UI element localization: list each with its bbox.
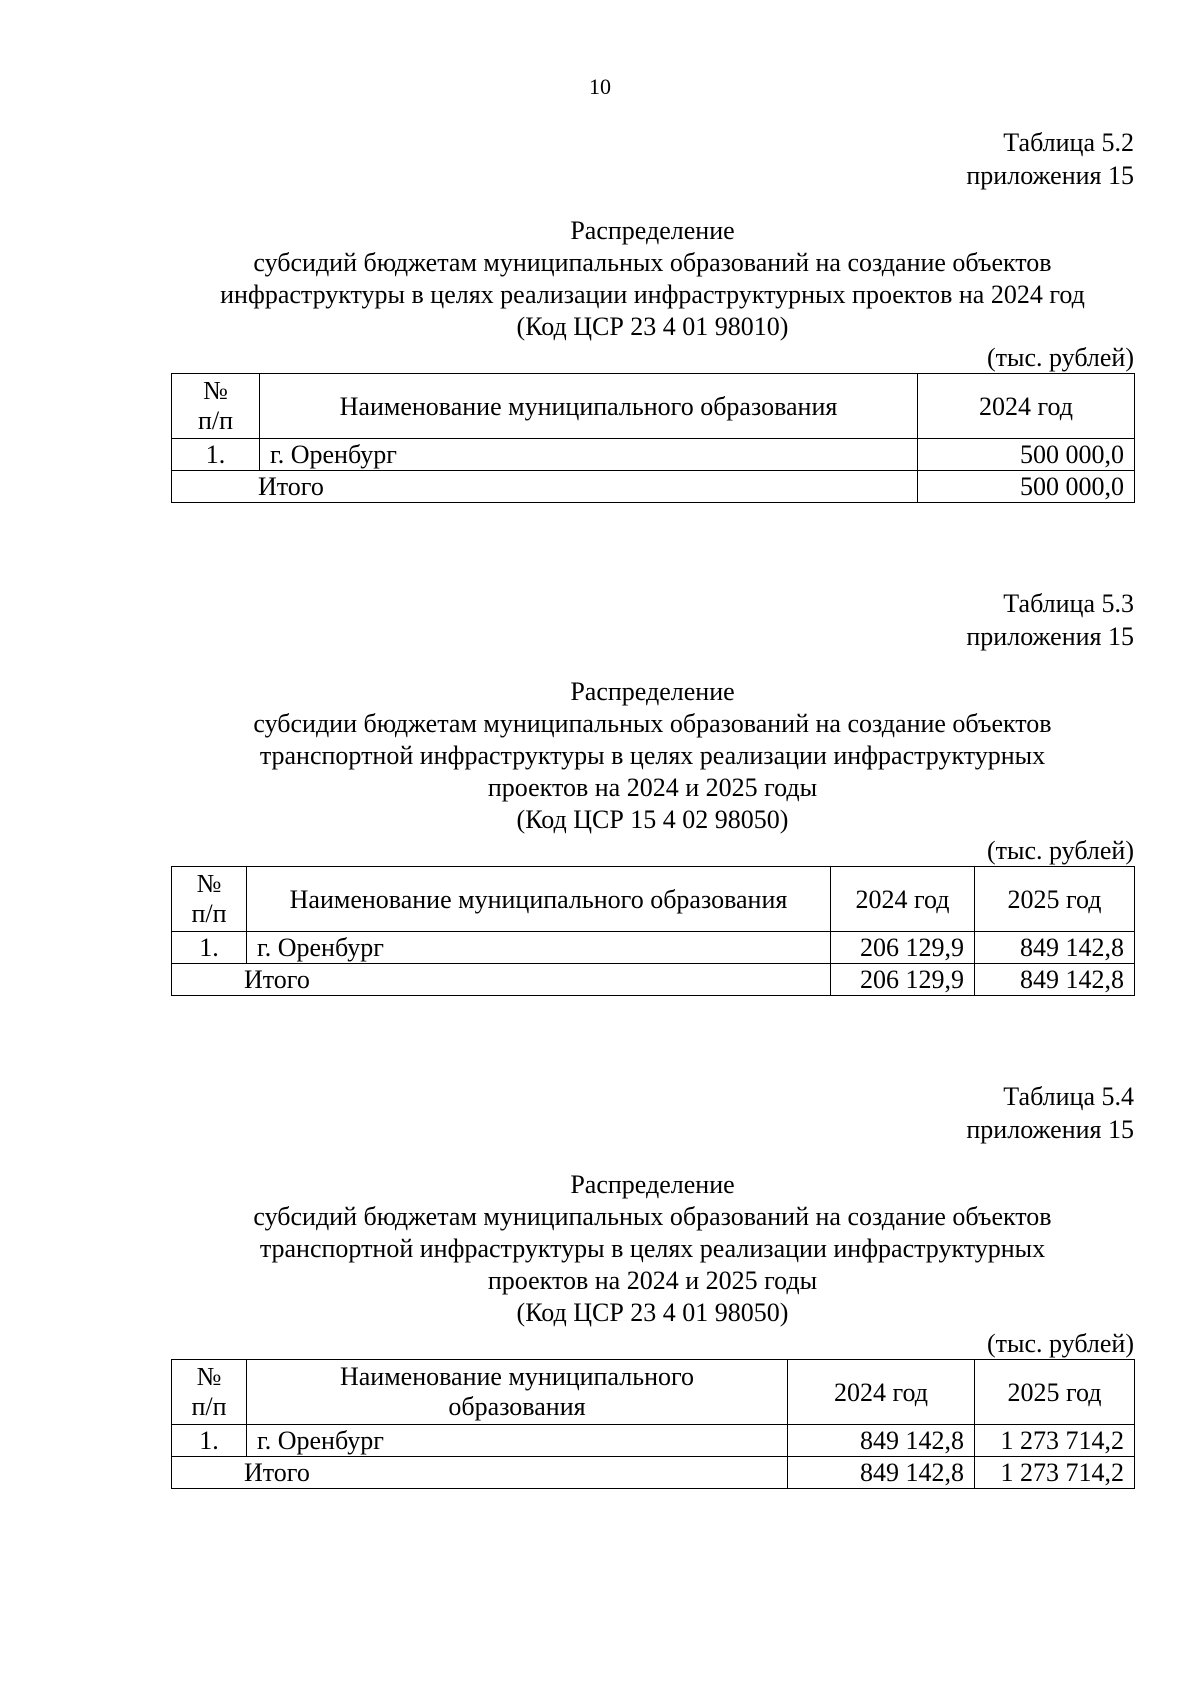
table-title-line: (Код ЦСР 15 4 02 98050): [516, 805, 789, 834]
header-year: 2024 год: [918, 374, 1135, 439]
header-num-line1: №: [196, 1362, 222, 1391]
table-row: [172, 932, 1135, 964]
table-title-line: транспортной инфраструктуры в целях реализации инфраструктурных: [259, 741, 1046, 770]
table-header-row: [172, 1360, 1135, 1425]
table-title-line: Распределение: [570, 677, 735, 706]
header-num-line2: п/п: [197, 406, 234, 435]
header-name: Наименование муниципального образования: [260, 374, 918, 439]
table-ref-line2: приложения 15: [966, 1115, 1134, 1144]
table-title-line: Распределение: [570, 216, 735, 245]
header-name: [247, 1360, 788, 1425]
table-ref-line2: приложения 15: [966, 622, 1134, 651]
row-value: 206 129,9: [831, 932, 975, 964]
header-num-line1: №: [196, 869, 222, 898]
table-5-4-section: [171, 1080, 1134, 1489]
total-value: 1 273 714,2: [975, 1457, 1135, 1489]
row-num: 1.: [172, 439, 260, 471]
distribution-table: [171, 866, 1135, 996]
table-header-row: [172, 374, 1135, 439]
total-label: Итого: [172, 964, 831, 996]
header-name: Наименование муниципального образования: [247, 867, 831, 932]
page-number: 10: [589, 74, 611, 99]
header-num-line1: №: [203, 376, 228, 405]
table-title-line: (Код ЦСР 23 4 01 98010): [516, 312, 789, 341]
table-title-line: субсидии бюджетам муниципальных образований на создание объектов: [253, 709, 1052, 738]
table-ref-line1: Таблица 5.4: [1003, 1082, 1134, 1111]
table-title-line: субсидий бюджетам муниципальных образований на создание объектов: [253, 248, 1052, 277]
table-title-line: инфраструктуры в целях реализации инфраструктурных проектов на 2024 год: [220, 280, 1085, 309]
row-num: 1.: [172, 1425, 247, 1457]
row-value: 500 000,0: [918, 439, 1135, 471]
header-num-line2: п/п: [191, 1392, 227, 1421]
table-title-line: проектов на 2024 и 2025 годы: [487, 1266, 818, 1295]
table-header-row: [172, 867, 1135, 932]
distribution-table: [171, 373, 1135, 503]
table-ref-line1: Таблица 5.2: [1003, 128, 1134, 157]
total-row: [172, 1457, 1135, 1489]
total-value: 849 142,8: [975, 964, 1135, 996]
units-label: (тыс. рублей): [986, 1329, 1134, 1358]
table-5-3-section: [171, 587, 1134, 996]
header-num: [172, 374, 260, 439]
header-num: [172, 867, 247, 932]
table-row: [172, 439, 1135, 471]
row-value: 1 273 714,2: [975, 1425, 1135, 1457]
total-label: Итого: [172, 471, 918, 503]
total-value: 206 129,9: [831, 964, 975, 996]
table-row: [172, 1425, 1135, 1457]
row-value: 849 142,8: [788, 1425, 975, 1457]
table-ref-line1: Таблица 5.3: [1003, 589, 1134, 618]
distribution-table: [171, 1359, 1135, 1489]
header-year: 2024 год: [831, 867, 975, 932]
total-row: [172, 964, 1135, 996]
table-title-line: (Код ЦСР 23 4 01 98050): [516, 1298, 789, 1327]
table-5-2-section: [171, 126, 1134, 503]
total-value: 500 000,0: [918, 471, 1135, 503]
total-row: [172, 471, 1135, 503]
row-value: 849 142,8: [975, 932, 1135, 964]
header-year: 2025 год: [975, 867, 1135, 932]
header-num-line2: п/п: [191, 899, 227, 928]
table-title-line: Распределение: [570, 1170, 735, 1199]
header-year: 2024 год: [788, 1360, 975, 1425]
units-label: (тыс. рублей): [986, 836, 1134, 865]
row-name: г. Оренбург: [260, 439, 918, 471]
total-value: 849 142,8: [788, 1457, 975, 1489]
row-name: г. Оренбург: [247, 1425, 788, 1457]
header-year: 2025 год: [975, 1360, 1135, 1425]
table-title-line: проектов на 2024 и 2025 годы: [487, 773, 818, 802]
table-ref-line2: приложения 15: [966, 161, 1134, 190]
total-label: Итого: [172, 1457, 788, 1489]
row-num: 1.: [172, 932, 247, 964]
table-title-line: транспортной инфраструктуры в целях реализации инфраструктурных: [259, 1234, 1046, 1263]
header-name-line1: Наименование муниципального: [339, 1362, 695, 1391]
header-name-line2: образования: [448, 1392, 586, 1421]
units-label: (тыс. рублей): [986, 343, 1134, 372]
header-num: [172, 1360, 247, 1425]
table-title-line: субсидий бюджетам муниципальных образований на создание объектов: [253, 1202, 1052, 1231]
row-name: г. Оренбург: [247, 932, 831, 964]
